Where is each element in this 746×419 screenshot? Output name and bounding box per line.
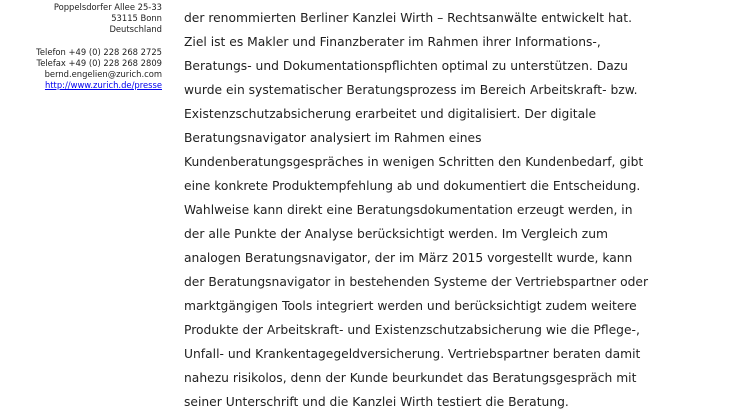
- body-line: marktgängigen Tools integriert werden und berücksichtigt zudem weitere: [184, 299, 637, 313]
- body-line: Existenzschutzabsicherung erarbeitet und digitalisiert. Der digitale: [184, 107, 597, 121]
- contact-fax: Telefax +49 (0) 228 268 2809: [36, 58, 162, 68]
- address-city: 53115 Bonn: [111, 13, 162, 23]
- body-line: Ziel ist es Makler und Finanzberater im Rahmen ihrer Informations-,: [184, 35, 601, 49]
- contact-email: bernd.engelien@zurich.com: [44, 69, 162, 79]
- body-line: der renommierten Berliner Kanzlei Wirth – Rechtsanwälte entwickelt hat.: [184, 11, 633, 25]
- body-line: Produkte der Arbeitskraft- und Existenzschutzabsicherung wie die Pflege-,: [184, 323, 640, 337]
- body-line: der Beratungsnavigator in bestehenden Systeme der Vertriebspartner oder: [184, 275, 649, 289]
- body-line: Kundenberatungsgespräches in wenigen Schritten den Kundenbedarf, gibt: [184, 155, 644, 169]
- body-line: der alle Punkte der Analyse berücksichtigt werden. Im Vergleich zum: [184, 227, 609, 241]
- body-line: Unfall- und Krankentagegeldversicherung. Vertriebspartner beraten damit: [184, 347, 641, 361]
- body-line: wurde ein systematischer Beratungsprozess im Bereich Arbeitskraft- bzw.: [184, 83, 638, 97]
- body-line: analogen Beratungsnavigator, der im März 2015 vorgestellt wurde, kann: [184, 251, 633, 265]
- body-line: Wahlweise kann direkt eine Beratungsdokumentation erzeugt werden, in: [184, 203, 633, 217]
- body-line: Beratungsnavigator analysiert im Rahmen eines: [184, 131, 482, 145]
- body-line: seiner Unterschrift und die Kanzlei Wirth testiert die Beratung.: [184, 395, 569, 409]
- body-line: Beratungs- und Dokumentationspflichten optimal zu unterstützen. Dazu: [184, 59, 628, 73]
- body-line: nahezu risikolos, denn der Kunde beurkundet das Beratungsgespräch mit: [184, 371, 637, 385]
- address-country: Deutschland: [109, 24, 162, 34]
- body-line: eine konkrete Produktempfehlung ab und dokumentiert die Entscheidung.: [184, 179, 641, 193]
- press-link[interactable]: http://www.zurich.de/presse: [44, 80, 162, 90]
- contact-phone: Telefon +49 (0) 228 268 2725: [36, 47, 162, 57]
- address-street: Poppelsdorfer Allee 25-33: [53, 2, 162, 12]
